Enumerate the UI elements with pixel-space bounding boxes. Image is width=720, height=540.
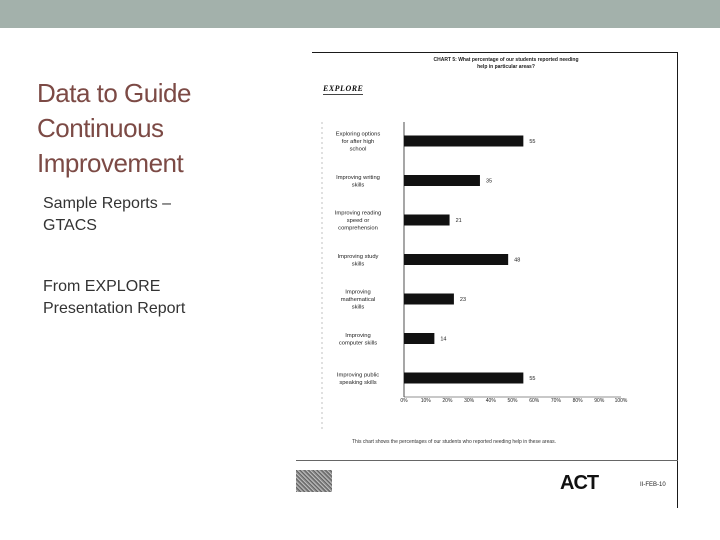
bar-value-label: 14 [440, 336, 447, 343]
chart-title-line: CHART 5: What percentage of our students reported needing [433, 57, 579, 63]
category-label: mathematical [340, 297, 376, 303]
bar [404, 294, 454, 305]
bar [404, 175, 480, 186]
category-label: Exploring options [335, 131, 381, 138]
category-label: Improving public [336, 372, 380, 379]
bar-value-label: 35 [485, 178, 493, 185]
slide-subtitle-line: GTACS [43, 217, 97, 234]
category-label: skills [351, 182, 365, 189]
x-tick-label: 10% [420, 398, 431, 404]
category-label: Improving [345, 289, 371, 296]
scan-stamp-image [296, 470, 332, 492]
x-tick-label: 50% [507, 398, 518, 404]
bar [404, 136, 523, 147]
document-code: II-FEB-10 [640, 482, 666, 488]
slide-title-line: Continuous [37, 113, 164, 143]
bar [404, 215, 450, 226]
slide-subtitle [43, 193, 283, 237]
chart-footnote: This chart shows the percentages of our students who reported needing help in these areas. [352, 439, 557, 445]
bar-value-label: 48 [514, 257, 521, 264]
x-tick-label: 70% [550, 398, 561, 404]
slide-source-line: From EXPLORE [43, 278, 161, 295]
slide-subtitle-line: Sample Reports – [43, 195, 172, 212]
slide-top-bar [0, 0, 720, 28]
bar [404, 254, 508, 265]
chart-title-line: help in particular areas? [477, 64, 535, 70]
bar [404, 333, 434, 344]
x-tick-label: 30% [464, 398, 475, 404]
scan-bottom-rule [296, 460, 678, 461]
x-tick-label: 80% [572, 398, 583, 404]
category-label: Improving [345, 332, 371, 339]
slide-source-line: Presentation Report [43, 300, 186, 317]
slide-title [37, 76, 267, 181]
category-label: speed or [346, 218, 370, 224]
slide-title-line: Data to Guide [37, 78, 191, 108]
category-label: computer skills [338, 340, 378, 347]
scanned-report-page [296, 52, 678, 508]
category-label: Improving writing [336, 174, 380, 181]
bar-value-label: 21 [455, 218, 462, 224]
category-label: school [349, 146, 367, 153]
x-tick-label: 60% [529, 398, 540, 404]
slide-source-text [43, 276, 283, 320]
bar-chart [296, 52, 678, 452]
explore-logo: EXPLORE [323, 84, 364, 93]
bar-value-label: 55 [529, 139, 536, 145]
category-label: comprehension [338, 225, 378, 232]
bar [404, 373, 523, 384]
category-label: for after high [341, 139, 375, 145]
slide-title-line: Improvement [37, 148, 184, 178]
x-tick-label: 100% [614, 398, 628, 404]
x-tick-label: 0% [400, 398, 408, 404]
x-tick-label: 90% [594, 398, 605, 404]
x-tick-label: 40% [485, 398, 496, 404]
category-label: skills [351, 261, 365, 268]
category-label: Improving study [337, 253, 379, 260]
bar-value-label: 23 [459, 297, 467, 303]
act-logo: ACT [560, 472, 599, 494]
category-label: skills [351, 304, 365, 311]
bar-value-label: 55 [529, 376, 536, 382]
category-label: speaking skills [339, 379, 377, 386]
category-label: Improving reading [334, 210, 382, 217]
x-tick-label: 20% [442, 398, 453, 404]
